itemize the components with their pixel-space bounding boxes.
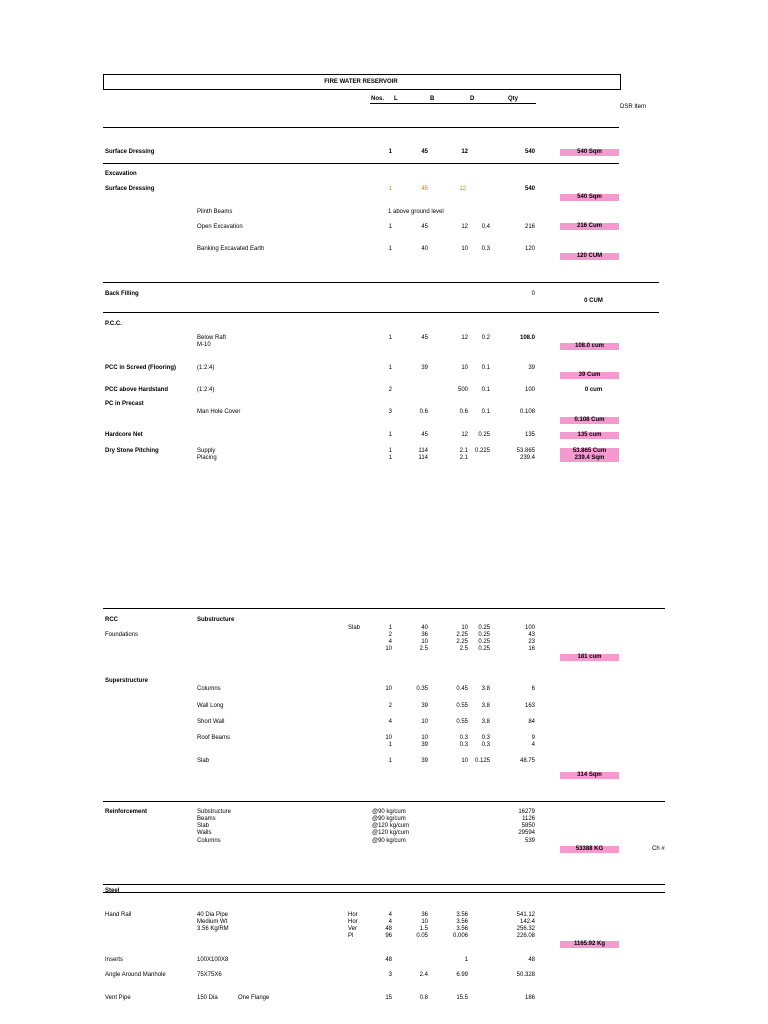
pitching-label: Dry Stone Pitching (105, 448, 159, 454)
cell: 500 (457, 387, 468, 393)
cell: 39 (421, 365, 428, 371)
cell: 48 (528, 957, 535, 963)
cell: 0.25 (478, 639, 490, 645)
reinf-desc: Substructure (197, 809, 232, 815)
result-cell: 0 CUM (584, 298, 603, 304)
cell: 539 (524, 838, 535, 844)
plinth-note: 1 above ground level (388, 209, 444, 215)
cell: 2.5 (419, 646, 428, 652)
cell: 84 (528, 719, 535, 725)
cell: 0.3 (459, 742, 468, 748)
cell: 36 (421, 632, 428, 638)
result-cell: 216 Cum (560, 223, 619, 230)
reinf-desc: Beams (197, 816, 216, 822)
inserts-desc: 100X100X8 (197, 957, 229, 963)
divider (103, 884, 665, 885)
cell: 4 (388, 919, 392, 925)
reinf-rate: @120 kg/cum (372, 830, 410, 836)
reinf-rate: @120 kg/cum (372, 823, 410, 829)
cell: 135 (524, 432, 535, 438)
reinforcement-label: Reinforcement (105, 809, 148, 815)
mix-ratio: (1:2:4) (197, 365, 215, 371)
cell: 1 (388, 625, 392, 631)
cell: 2 (388, 703, 392, 709)
cell: 186 (524, 995, 535, 1001)
cell: 1 (388, 335, 392, 341)
cell: 0.1 (481, 409, 490, 415)
cell: 100 (524, 625, 535, 631)
cell: 1126 (522, 816, 535, 822)
divider (103, 801, 665, 802)
pc-precast-label: PC in Precast (105, 401, 144, 407)
cell: 2.5 (459, 646, 468, 652)
hr-tag: Hor (348, 912, 358, 918)
cell: 29594 (518, 830, 535, 836)
cell: 0.25 (478, 432, 490, 438)
header-underline (370, 103, 536, 104)
back-filling-label: Back Filling (105, 291, 139, 297)
superstructure-label: Superstructure (105, 678, 149, 684)
reinf-rate: @90 kg/cum (372, 809, 406, 815)
pitching-desc: Placing (197, 455, 217, 461)
cell: 10 (385, 646, 392, 652)
cell: 48 (385, 957, 392, 963)
cell: 12 (459, 186, 466, 192)
cell: 0 (531, 291, 535, 297)
wall-long-label: Wall Long (197, 703, 224, 709)
columns-label: Columns (197, 686, 221, 692)
cell: 4 (388, 912, 392, 918)
cell: 0.25 (478, 632, 490, 638)
cell: 0.25 (478, 625, 490, 631)
cell: 39 (421, 758, 428, 764)
cell: 10 (385, 735, 392, 741)
cell: 0.108 (519, 409, 535, 415)
cell: 4 (388, 719, 392, 725)
cell: 0.55 (456, 719, 468, 725)
cell: 1 (388, 432, 392, 438)
cell: 1 (388, 758, 392, 764)
cell: 2.4 (419, 972, 428, 978)
cell: 10 (385, 686, 392, 692)
cell: 2.1 (459, 448, 468, 454)
manhole-desc: Man Hole Cover (197, 409, 241, 415)
cell: 0.55 (456, 703, 468, 709)
hr-tag: Hor (348, 919, 358, 925)
cell: 1 (388, 149, 392, 155)
cell: 1 (388, 186, 392, 192)
pcc-label: P.C.C. (105, 321, 122, 327)
cell: 0.6 (459, 409, 468, 415)
cell: 0.6 (419, 409, 428, 415)
cell: 3.56 (456, 926, 468, 932)
page-title: FIRE WATER RESERVOIR (324, 79, 398, 85)
short-wall-label: Short Wall (197, 719, 225, 725)
cell: 2 (388, 632, 392, 638)
cell: 40 (421, 246, 428, 252)
cell: 0.3 (481, 246, 490, 252)
cell: 45 (421, 186, 428, 192)
cell: 9 (531, 735, 535, 741)
cell: 3.56 (456, 912, 468, 918)
surface-dressing-label: Surface Dressing (105, 186, 155, 192)
cell: 10 (461, 246, 468, 252)
hr-tag: Ver (348, 926, 358, 932)
plinth-label: Plinth Beams (197, 209, 233, 215)
cell: 2.25 (456, 639, 468, 645)
hr-tag: Pl (348, 933, 354, 939)
inserts-label: Inserts (105, 957, 124, 963)
cell: 2.1 (459, 455, 468, 461)
slab-label: Slab (197, 758, 210, 764)
cell: 0.1 (481, 365, 490, 371)
excavation-label: Excavation (105, 171, 137, 177)
result-cell: 181 cum (560, 654, 619, 661)
cell: 3.8 (481, 703, 490, 709)
slab-tag: Slab (348, 625, 361, 631)
result-cell: 239.4 Sqm (560, 455, 619, 462)
reinf-desc: Walls (197, 830, 212, 836)
cell: 4 (531, 742, 535, 748)
mix-ratio: (1:2:4) (197, 387, 215, 393)
cell: 0.8 (419, 995, 428, 1001)
banking-label: Banking Excavated Earth (197, 246, 265, 252)
hand-rail-label: Hand Rail (105, 912, 132, 918)
steel-label: Steel (105, 888, 120, 894)
cell: 40 (421, 625, 428, 631)
header-qty: Qty (508, 96, 519, 102)
cell: 0.4 (481, 224, 490, 230)
cell: 540 (524, 186, 535, 192)
reinf-rate: @90 kg/cum (372, 816, 406, 822)
hr-desc: Medium Wt (197, 919, 228, 925)
result-cell: 540 Sqm (560, 149, 619, 156)
cell: 2 (388, 387, 392, 393)
cell: 39 (421, 742, 428, 748)
result-cell: 120 CUM (560, 253, 619, 260)
cell: 1 (388, 455, 392, 461)
cell: 0.05 (416, 933, 428, 939)
cell: 53.865 (516, 448, 535, 454)
angle-desc: 75X75X6 (197, 972, 222, 978)
cell: 0.3 (459, 735, 468, 741)
divider (103, 608, 665, 609)
open-excavation-label: Open Excavation (197, 224, 243, 230)
cell: 0.1 (481, 387, 490, 393)
cell: 0.35 (416, 686, 428, 692)
cell: 216 (524, 224, 535, 230)
pcc-screed-label: PCC in Screed (Flooring) (105, 365, 177, 371)
foundations-label: Foundations (105, 632, 139, 638)
angle-label: Angle Around Manhole (105, 972, 166, 978)
reinf-rate: @90 kg/cum (372, 838, 406, 844)
result-cell: 135 cum (560, 432, 619, 439)
cell: 0.45 (456, 686, 468, 692)
cell: 12 (461, 432, 468, 438)
result-cell: 39 Cum (560, 372, 619, 379)
cell: 3 (388, 972, 392, 978)
header-l: L (394, 96, 398, 102)
pcc-grade: M-10 (197, 342, 211, 348)
result-cell: 108.0 cum (560, 343, 619, 350)
cell: 48.75 (519, 758, 535, 764)
cell: 43 (528, 632, 535, 638)
cell: 23 (528, 639, 535, 645)
cell: 120 (524, 246, 535, 252)
cell: 3.8 (481, 719, 490, 725)
hr-desc: 3.56 Kg/RM (197, 926, 229, 932)
cell: 12 (461, 335, 468, 341)
cell: 239.4 (519, 455, 535, 461)
cell: 10 (421, 735, 428, 741)
cell: 45 (421, 224, 428, 230)
cell: 10 (421, 919, 428, 925)
cell: 1 (464, 957, 468, 963)
cell: 6 (531, 686, 535, 692)
cell: 96 (385, 933, 392, 939)
cell: 36 (421, 912, 428, 918)
cell: 226.08 (516, 933, 535, 939)
cell: 256.32 (516, 926, 535, 932)
hr-desc: 40 Dia Pipe (197, 912, 229, 918)
result-cell: 314 Sqm (560, 772, 619, 779)
vent-desc2: One Flange (238, 995, 270, 1001)
roof-beams-label: Roof Beams (197, 735, 231, 741)
rcc-sub-label: Substructure (197, 617, 235, 623)
result-cell: 1165.92 Kg (560, 941, 619, 948)
cell: 0.125 (474, 758, 490, 764)
cell: 142.4 (519, 919, 535, 925)
cell: 1 (388, 224, 392, 230)
cell: 3 (388, 409, 392, 415)
header-b: B (430, 96, 435, 102)
cell: 39 (421, 703, 428, 709)
header-nos: Nos. (371, 96, 385, 102)
cell: 15 (385, 995, 392, 1001)
header-d: D (470, 96, 475, 102)
reinf-desc: Slab (197, 823, 210, 829)
cell: 39 (528, 365, 535, 371)
cell: 45 (421, 149, 428, 155)
divider (103, 282, 659, 283)
cell: 114 (418, 448, 428, 454)
cell: 0.225 (474, 448, 490, 454)
cell: 1 (388, 742, 392, 748)
cell: 10 (421, 639, 428, 645)
divider (103, 127, 619, 128)
cell: 10 (461, 365, 468, 371)
cell: 1.5 (419, 926, 428, 932)
divider (103, 892, 665, 893)
cell: 50.328 (516, 972, 535, 978)
cell: 108.0 (519, 335, 535, 341)
result-cell: 540 Sqm (560, 194, 619, 201)
cell: 0.3 (481, 742, 490, 748)
cell: 3.8 (481, 686, 490, 692)
cell: 0.2 (481, 335, 490, 341)
divider (103, 163, 619, 164)
cell: 541.12 (516, 912, 535, 918)
rcc-label: RCC (105, 617, 118, 623)
cell: 2.25 (456, 632, 468, 638)
cell: 3.56 (456, 919, 468, 925)
cell: 1 (388, 448, 392, 454)
cell: 16279 (518, 809, 535, 815)
reinf-note: Ch # (652, 846, 665, 852)
cell: 0.25 (478, 646, 490, 652)
cell: 1 (388, 365, 392, 371)
cell: 5850 (521, 823, 535, 829)
vent-desc: 150 Dia (197, 995, 218, 1001)
cell: 1 (388, 246, 392, 252)
cell: 12 (461, 149, 468, 155)
pcc-hardstand-label: PCC above Hardstand (105, 387, 169, 393)
cell: 540 (524, 149, 535, 155)
result-cell: 53388 KG (560, 846, 619, 853)
cell: 0.3 (481, 735, 490, 741)
result-cell: 53.865 Cum (560, 448, 619, 455)
cell: 48 (385, 926, 392, 932)
cell: 10 (461, 625, 468, 631)
pcc-desc: Below Raft (197, 335, 227, 341)
result-cell: 0 cum (584, 387, 603, 393)
cell: 100 (524, 387, 535, 393)
cell: 4 (388, 639, 392, 645)
cell: 12 (461, 224, 468, 230)
cell: 16 (528, 646, 535, 652)
cell: 10 (461, 758, 468, 764)
cell: 0.006 (452, 933, 468, 939)
header-dsr: DSR Item (620, 104, 647, 110)
cell: 15.5 (456, 995, 468, 1001)
cell: 6.99 (456, 972, 468, 978)
cell: 114 (418, 455, 428, 461)
result-cell: 0.108 Cum (560, 417, 619, 424)
pitching-desc: Supply (197, 448, 216, 454)
cell: 45 (421, 335, 428, 341)
cell: 10 (421, 719, 428, 725)
cell: 45 (421, 432, 428, 438)
cell: 163 (524, 703, 535, 709)
divider (103, 312, 659, 313)
vent-label: Vent Pipe (105, 995, 131, 1001)
reinf-desc: Columns (197, 838, 221, 844)
hardcore-label: Hardcore Net (105, 432, 143, 438)
surface-dressing-label: Surface Dressing (105, 149, 155, 155)
